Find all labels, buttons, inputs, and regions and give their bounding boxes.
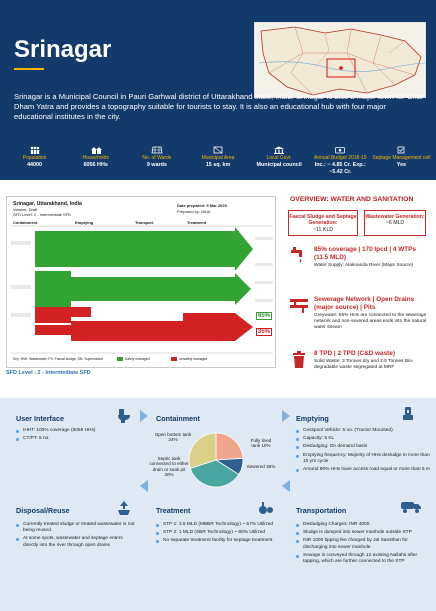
- pie-label-septic-tank: Septic tank connected to either drain or soak pit 30%: [149, 456, 189, 478]
- stat-value: 9 wards: [146, 162, 167, 168]
- stat-area: [187, 146, 248, 180]
- city-title: Srinagar: [14, 36, 112, 63]
- key-safe-label: Safely managed: [125, 357, 150, 361]
- stat-value: 44000: [27, 162, 43, 168]
- sewerage-text: Greywater: 65% HHs are connected to the sewerage network and non-severed areas ends into the natural water stream: [314, 313, 427, 330]
- people-icon: [29, 146, 41, 154]
- user-interface-list: [16, 428, 136, 444]
- pie-label-sewered: Sewered 36%: [246, 464, 276, 469]
- wards-icon: [151, 146, 163, 154]
- flow-open-drain: [35, 325, 55, 335]
- flow-sewered-safe: [35, 231, 235, 267]
- faecal-generation-value: ~11 KLD: [313, 226, 333, 233]
- flow-arrow-safe: [235, 227, 253, 271]
- pie-label-open-bottom: Open bottom tank 24%: [154, 432, 192, 443]
- wastewater-generation-box: [364, 210, 426, 236]
- recycle-icon: [116, 500, 132, 516]
- list-item: Sludge is dumped into sewer manhole outside STP: [296, 530, 430, 536]
- septage-cell-icon: [395, 146, 407, 154]
- stage-containment: Containment: [13, 220, 38, 225]
- list-item: Cesspool Vehicle: 5 no. (Tractor Mounted): [296, 428, 430, 434]
- water-supply-heading: 85% coverage | 170 lpcd | 4 WTPs (11.5 MLD): [314, 246, 416, 261]
- stat-value: Inc.: ~ 4.85 Cr. Exp.: ~5.42 Cr.: [314, 162, 366, 175]
- disposal-title: Disposal/Reuse: [16, 506, 70, 515]
- emptying-title: Emptying: [296, 414, 329, 423]
- area-icon: [212, 146, 224, 154]
- wastewater-generation-value: ~6 MLD: [385, 220, 405, 227]
- containment-title: Containment: [156, 414, 200, 423]
- sfd-diagram: [6, 196, 276, 368]
- sewerage-heading: Sewerage Network | Open Drains (major source) | Pits: [314, 296, 415, 311]
- stat-label: Municipal Area: [201, 155, 235, 161]
- key-safe-swatch: [117, 357, 123, 361]
- key-unsafe-label: Unsafely managed: [179, 357, 208, 361]
- stat-value: 6056 HHs: [83, 162, 108, 168]
- key-unsafe-swatch: [171, 357, 177, 361]
- sfd-title: Srinagar, Uttarakhand, India: [13, 201, 82, 207]
- list-item: STP 2: 1 MLD (SBR Technology) ~ 80% Utilized: [156, 530, 280, 536]
- government-icon: [273, 146, 285, 154]
- emptying-list: [296, 428, 430, 475]
- stat-value: Municipal council: [256, 162, 302, 168]
- stat-population: [4, 146, 65, 180]
- sewer-network-icon: [288, 296, 310, 316]
- faecal-generation-label: Faecal Sludge and Septage Generation:: [289, 214, 357, 227]
- list-item: CT/PT: 5 no.: [16, 436, 136, 442]
- title-underline: [14, 68, 44, 70]
- flow-onsite-unsafe: [35, 307, 71, 323]
- households-icon: [90, 146, 102, 154]
- waste-bin-icon: [288, 350, 310, 370]
- faecal-generation-box: [288, 210, 358, 236]
- sfd-date: Date prepared: 9 Mar 2020: [177, 203, 227, 208]
- list-item: Capacity: 5 KL: [296, 436, 430, 442]
- list-item: At some spots, wastewater and septage enters directly into the river through open drains: [16, 536, 138, 548]
- solid-waste-text: Solid Waste: 2 Tonnes dry and 2.5 Tonnes Bio-degradable waste segregated at MRF: [314, 359, 414, 370]
- stats-bar: [4, 146, 432, 180]
- stat-label: Households: [82, 155, 109, 161]
- stat-label: Annual Budget 2018-19: [314, 155, 367, 161]
- list-item: Desludging: On demand basis: [296, 444, 430, 450]
- transportation-title: Transportation: [296, 506, 347, 515]
- flow-onsite-emptied: [71, 277, 181, 301]
- water-supply-text: Water Supply: Alaknanda River (Major Source): [314, 263, 414, 268]
- stat-septage-cell: [371, 146, 432, 180]
- stage-transport: Transport: [135, 220, 154, 225]
- pie-slice-open-bottom-tank: [216, 433, 243, 460]
- sfd-flow-graphic: [7, 197, 277, 369]
- pie-label-fully-lined: Fully lined tank 10%: [250, 438, 272, 449]
- map-illustration: [255, 23, 426, 98]
- flow-transport-unsafe: [71, 321, 183, 341]
- budget-icon: [334, 146, 346, 154]
- stage-emptying: Emptying: [75, 220, 94, 225]
- list-item: Around 80% HHs have access road equal or more than 5 m: [296, 467, 430, 473]
- wastewater-generation-label: Wastewater Generation:: [365, 214, 425, 220]
- list-item: Emptying frequency: Majority of HHs desludge in more than 10 yrs cycle: [296, 453, 430, 465]
- transportation-list: [296, 522, 430, 567]
- list-item: No separate treatment facility for septage treatment: [156, 538, 280, 544]
- overview-title: OVERVIEW: WATER AND SANITATION: [290, 196, 414, 203]
- flow-emptying-unsafe: [71, 307, 91, 317]
- treatment-list: [156, 522, 280, 547]
- stage-treatment: Treatment: [187, 220, 207, 225]
- stat-value: 15 sq. km: [205, 162, 231, 168]
- sfd-level: SFD Level: 2 - Intermediate SFD: [13, 212, 72, 217]
- water-tap-icon: [288, 246, 310, 266]
- service-chain-panel: [0, 398, 436, 611]
- city-description: Srinagar is a Municipal Council in Pauri Garhwal district of Uttarakhand state, India. Srinagar is also a major town for Char Dham Yatra and provides a topography suitable for tourists to stay. It is also an educational hub with four major educational institutes in the city.: [14, 92, 424, 121]
- flow-onsite-treated: [181, 277, 235, 301]
- list-item: Currently treated sludge or treated wastewater is not being reused.: [16, 522, 138, 534]
- flow-arrow-unsafe: [183, 313, 253, 341]
- stat-households: [65, 146, 126, 180]
- vacuum-tanker-icon: [400, 406, 416, 422]
- list-item: STP 1: 3.5 MLD (MBBR Technology) ~ 57% Utilized: [156, 522, 280, 528]
- treatment-plant-icon: [258, 500, 274, 516]
- containment-pie-chart: [186, 430, 246, 490]
- stat-value: Yes: [396, 162, 407, 168]
- stat-label: Local Govt.: [266, 155, 292, 161]
- stat-label: No. of Wards: [142, 155, 172, 161]
- location-map: [254, 22, 426, 98]
- list-item: Sewage is conveyed through 12 existing Nallahs after tapping, which are further connected to the STP: [296, 553, 430, 565]
- city-header: [0, 0, 436, 180]
- sfd-caption: SFD Level : 2 - Intermediate SFD: [6, 370, 91, 376]
- stat-local-govt: [249, 146, 310, 180]
- stat-label: Septage Management cell: [372, 155, 431, 161]
- list-item: Desludging Charges: INR 4000: [296, 522, 430, 528]
- safe-percentage: 65%: [257, 313, 270, 319]
- toilet-icon: [116, 408, 132, 424]
- solid-waste-heading: 8 TPD | 2 TPD (C&D waste): [314, 350, 395, 357]
- sfd-version: Version: Draft: [13, 207, 38, 212]
- disposal-list: [16, 522, 138, 551]
- flow-arrow-onsite: [235, 273, 251, 305]
- list-item: INR 1000 tipping fee charged by Jal Sansthan for discharging into sewer manhole: [296, 538, 430, 550]
- flow-onsite-contained: [35, 271, 71, 307]
- stat-label: Population: [22, 155, 47, 161]
- treatment-title: Treatment: [156, 506, 191, 515]
- user-interface-title: User Interface: [16, 414, 64, 423]
- list-item: IHHT: 100% coverage (6058 HHs): [16, 428, 136, 434]
- truck-icon: [400, 498, 422, 514]
- sfd-key: Key: WW: Wastewater, FS: Faecal sludge, SN: Supernatant: [13, 357, 103, 361]
- sfd-prepared-by: Prepared by: NIUA: [177, 209, 211, 214]
- stat-budget: [310, 146, 371, 180]
- stat-wards: [126, 146, 187, 180]
- unsafe-percentage: 35%: [257, 329, 270, 335]
